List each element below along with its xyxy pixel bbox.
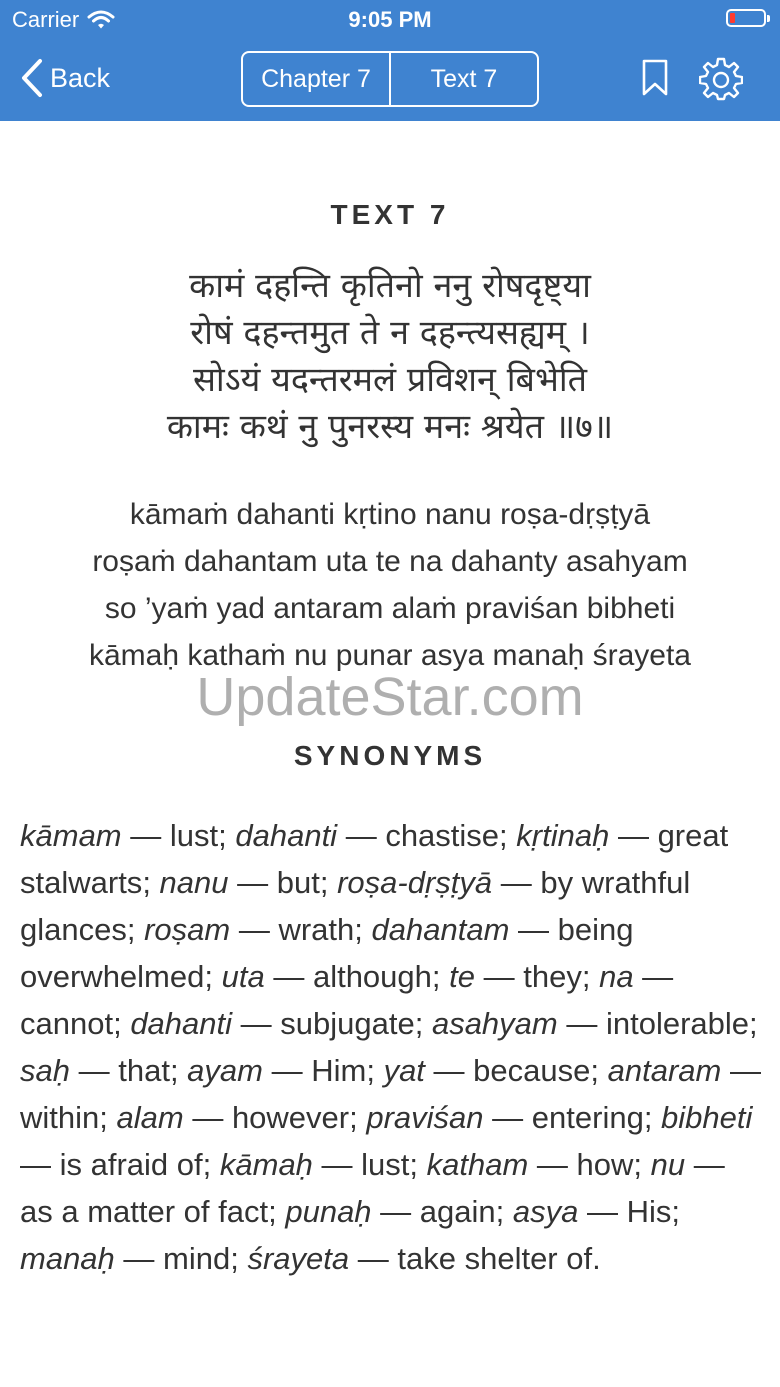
transliteration-line: so ’yaṁ yad antaram alaṁ praviśan bibheti <box>104 592 676 625</box>
settings-button[interactable] <box>699 57 743 106</box>
synonym-word: antaram <box>607 1053 722 1088</box>
synonym-word: saḥ <box>20 1053 70 1088</box>
transliteration-line: roṣaṁ dahantam uta te na dahanty asahyam <box>92 545 688 578</box>
synonym-meaning: subjugate <box>280 1006 415 1041</box>
synonym-meaning: cannot <box>20 1006 114 1041</box>
verse-title: TEXT 7 <box>330 199 450 230</box>
synonym-meaning: wrath <box>278 912 355 947</box>
synonym-word: ayam <box>187 1053 263 1088</box>
synonyms-title: SYNONYMS <box>293 740 487 771</box>
synonym-meaning: they <box>523 959 582 994</box>
synonym-meaning: lust <box>361 1147 410 1182</box>
battery-icon <box>726 9 766 27</box>
synonym-meaning: how <box>576 1147 634 1182</box>
synonym-meaning: mind <box>163 1241 231 1276</box>
status-time: 9:05 PM <box>348 7 432 32</box>
synonym-meaning: Him <box>311 1053 367 1088</box>
devanagari-line: रोषं दहन्तमुत ते न दहन्त्यसह्यम् । <box>190 313 590 353</box>
synonym-word: asahyam <box>431 1006 558 1041</box>
synonym-word: yat <box>383 1053 425 1088</box>
devanagari-verse <box>0 263 780 451</box>
synonym-word: katham <box>426 1147 529 1182</box>
back-label: Back <box>50 62 111 93</box>
chapter-text-segmented-control <box>241 51 539 107</box>
synonym-meaning: by wrathful glances <box>20 865 691 947</box>
synonym-word: śrayeta <box>247 1241 350 1276</box>
synonym-word: uta <box>221 959 265 994</box>
bookmark-icon <box>641 59 669 97</box>
devanagari-line: कामः कथं नु पुनरस्य मनः श्रयेत ॥७॥ <box>166 407 614 447</box>
synonym-meaning: intolerable <box>605 1006 750 1041</box>
synonym-meaning: although <box>312 959 432 994</box>
synonym-meaning: take shelter of <box>397 1241 593 1276</box>
transliteration <box>0 491 780 679</box>
synonyms-text: kāmam — lust; dahanti — chastise; kṛtinaḥ — great stalwarts; nanu — but; roṣa-dṛṣṭyā — by wrathful glances; roṣam — wrath; dahantam — being overwhelmed; uta — although; te — they; na — cannot; dahanti — subjugate; asahyam — intolerable; saḥ — that; ayam — Him; yat — because; antaram — within; alam — however; praviśan — entering; bibheti — is afraid of; kāmaḥ — lust; katham — how; nu — as a matter of fact; punaḥ — again; asya — His; manaḥ — mind; śrayeta — take shelter of. <box>20 818 761 1276</box>
chapter-selector[interactable]: Chapter 7 <box>261 64 371 93</box>
synonym-word: kṛtinaḥ <box>516 818 610 853</box>
synonym-meaning: that <box>118 1053 170 1088</box>
synonym-meaning: lust <box>169 818 219 853</box>
synonym-meaning: again <box>419 1194 496 1229</box>
synonym-meaning: great stalwarts <box>20 818 729 900</box>
synonym-word: nanu <box>159 865 229 900</box>
synonym-word: asya <box>512 1194 579 1229</box>
devanagari-line: सोऽयं यदन्तरमलं प्रविशन् बिभेति <box>192 360 588 400</box>
synonym-word: manaḥ <box>20 1241 115 1276</box>
synonym-word: roṣam <box>144 912 231 947</box>
gear-icon <box>699 57 743 101</box>
transliteration-line: kāmaṁ dahanti kṛtino nanu roṣa-dṛṣṭyā <box>129 498 651 531</box>
synonym-meaning: however <box>231 1100 350 1135</box>
synonym-meaning: within <box>20 1100 100 1135</box>
synonym-meaning: but <box>276 865 320 900</box>
synonym-meaning: His <box>626 1194 672 1229</box>
synonym-word: te <box>449 959 475 994</box>
synonym-meaning: is afraid of <box>59 1147 203 1182</box>
transliteration-line: kāmaḥ kathaṁ nu punar asya manaḥ śrayeta <box>88 639 691 672</box>
back-button[interactable] <box>20 58 110 98</box>
synonym-word: bibheti <box>661 1100 753 1135</box>
synonym-word: praviśan <box>366 1100 484 1135</box>
synonym-word: kāmaḥ <box>219 1147 313 1182</box>
devanagari-line: कामं दहन्ति कृतिनो ननु रोषदृष्ट्या <box>189 266 591 306</box>
synonym-word: na <box>599 959 634 994</box>
watermark: UpdateStar.com <box>196 667 584 727</box>
synonym-word: punaḥ <box>285 1194 372 1229</box>
synonym-meaning: as a matter of fact <box>20 1194 269 1229</box>
synonym-word: kāmam <box>20 818 122 853</box>
synonym-word: dahantam <box>371 912 510 947</box>
synonym-meaning: entering <box>531 1100 644 1135</box>
carrier-label: Carrier <box>12 7 80 32</box>
chevron-left-icon <box>20 58 44 98</box>
synonym-word: dahanti <box>235 818 338 853</box>
text-selector[interactable]: Text 7 <box>389 53 537 105</box>
synonym-word: dahanti <box>130 1006 233 1041</box>
synonym-word: nu <box>650 1147 686 1182</box>
bookmark-button[interactable] <box>641 59 669 102</box>
synonym-meaning: chastise <box>385 818 500 853</box>
synonym-meaning: being overwhelmed <box>20 912 634 994</box>
navigation-bar <box>0 0 780 121</box>
synonym-word: roṣa-dṛṣṭyā <box>337 865 493 900</box>
synonym-meaning: because <box>473 1053 591 1088</box>
synonym-word: alam <box>116 1100 184 1135</box>
